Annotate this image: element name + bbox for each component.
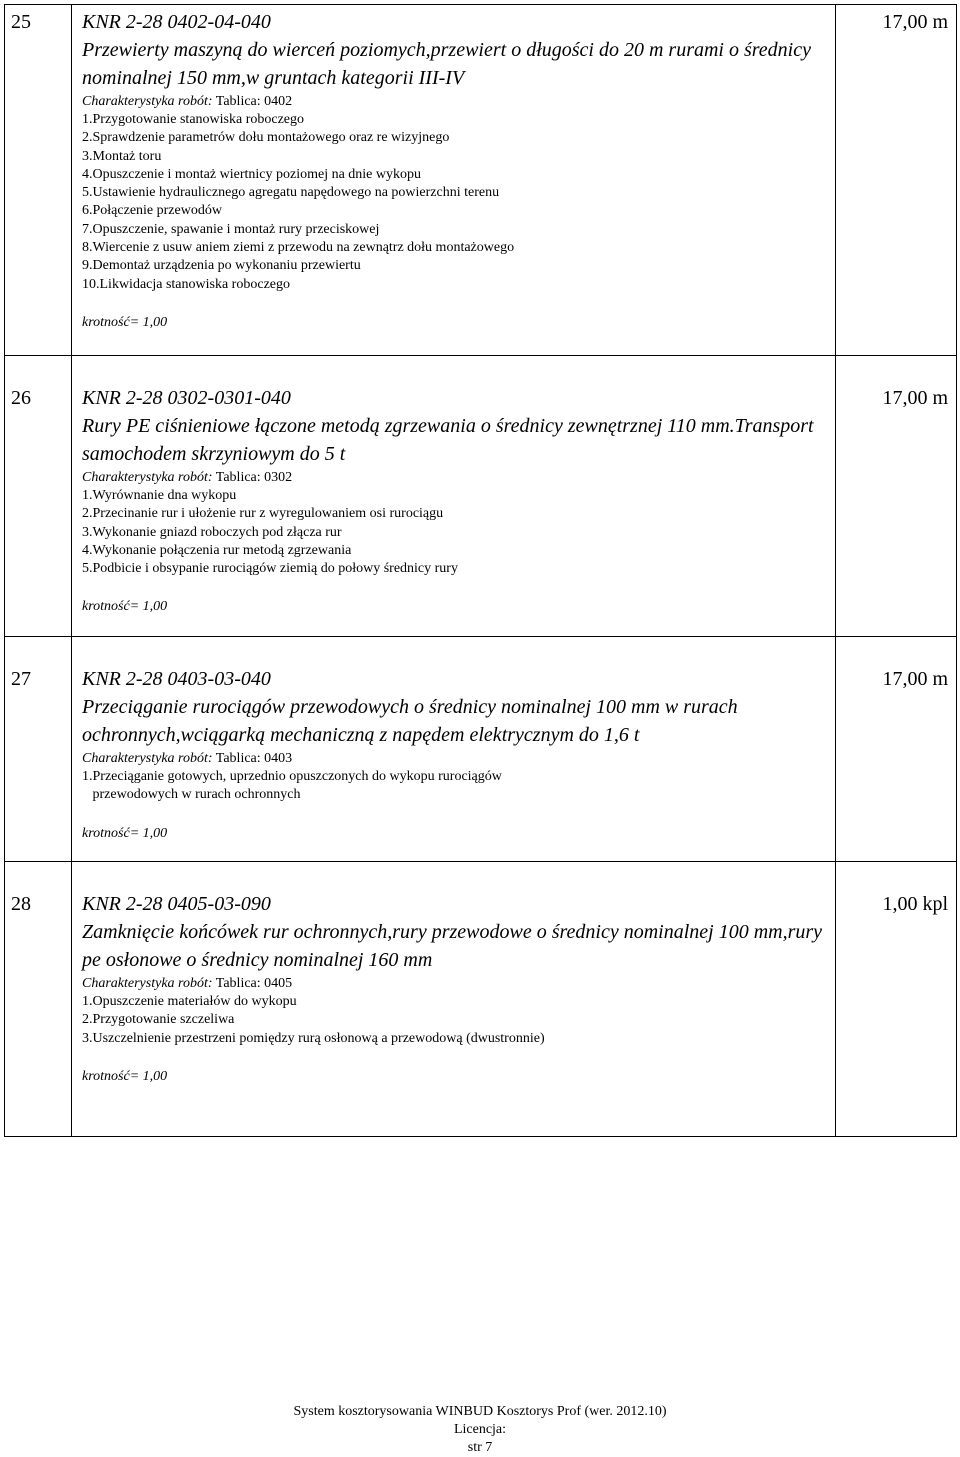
position-title: Zamknięcie końcówek rur ochronnych,rury przewodowe o średnicy nominalnej 100 mm,rury pe osłonowe o średnicy nominalnej 160 mm <box>82 921 823 971</box>
work-characteristics <box>82 975 837 993</box>
characteristics-label: Charakterystyka robót: <box>82 94 213 109</box>
footer-system: System kosztorysowania WINBUD Kosztorys Prof (wer. 2012.10) <box>293 1404 667 1419</box>
position-description <box>82 665 837 843</box>
work-step: przewodowych w rurach ochronnych <box>82 787 301 803</box>
row-divider <box>5 355 956 356</box>
multiplicity: krotność= 1,00 <box>82 1068 168 1084</box>
characteristics-table: Tablica: 0302 <box>215 470 293 485</box>
work-steps-list <box>82 111 837 294</box>
multiplicity: krotność= 1,00 <box>82 599 168 615</box>
knr-code: KNR 2-28 0405-03-090 <box>82 893 271 915</box>
work-steps-list <box>82 993 837 1048</box>
position-quantity: 17,00 m <box>882 11 948 33</box>
knr-code: KNR 2-28 0403-03-040 <box>82 668 271 690</box>
characteristics-label: Charakterystyka robót: <box>82 976 213 991</box>
position-description <box>82 8 837 332</box>
work-step: 2.Sprawdzenie parametrów dołu montażowego oraz re wizyjnego <box>82 130 450 146</box>
work-step: 3.Wykonanie gniazd roboczych pod złącza rur <box>82 524 342 540</box>
work-characteristics <box>82 93 837 111</box>
footer-page-number: str 7 <box>467 1440 493 1455</box>
work-step: 9.Demontaż urządzenia po wykonaniu przewiertu <box>82 258 361 274</box>
work-step: 1.Wyrównanie dna wykopu <box>82 488 237 503</box>
work-step: 3.Uszczelnienie przestrzeni pomiędzy rurą osłonową a przewodową (dwustronnie) <box>82 1030 545 1046</box>
work-step: 2.Przygotowanie szczeliwa <box>82 1012 235 1028</box>
position-number: 27 <box>11 668 31 690</box>
work-step: 8.Wiercenie z usuw aniem ziemi z przewodu na zewnątrz dołu montażowego <box>82 240 515 256</box>
work-step: 7.Opuszczenie, spawanie i montaż rury przeciskowej <box>82 221 380 237</box>
work-step: 5.Podbicie i obsypanie rurociągów ziemią do połowy średnicy rury <box>82 561 458 577</box>
work-step: 3.Montaż toru <box>82 148 162 164</box>
characteristics-table: Tablica: 0403 <box>215 751 293 766</box>
characteristics-label: Charakterystyka robót: <box>82 751 213 766</box>
multiplicity: krotność= 1,00 <box>82 314 168 330</box>
work-steps-list <box>82 487 837 578</box>
characteristics-label: Charakterystyka robót: <box>82 470 213 485</box>
multiplicity: krotność= 1,00 <box>82 825 168 841</box>
position-quantity: 1,00 kpl <box>882 893 948 915</box>
footer-license: Licencja: <box>453 1422 507 1437</box>
column-divider <box>71 5 72 1136</box>
work-step: 2.Przecinanie rur i ułożenie rur z wyregulowaniem osi rurociągu <box>82 506 444 522</box>
knr-code: KNR 2-28 0402-04-040 <box>82 11 271 33</box>
work-characteristics <box>82 750 837 768</box>
work-step: 1.Przygotowanie stanowiska roboczego <box>82 112 304 127</box>
row-divider <box>5 861 956 862</box>
work-step: 6.Połączenie przewodów <box>82 203 222 219</box>
work-steps-list <box>82 768 837 805</box>
position-number: 28 <box>11 893 31 915</box>
work-characteristics <box>82 469 837 487</box>
position-description <box>82 890 837 1086</box>
characteristics-table: Tablica: 0405 <box>215 976 293 991</box>
work-step: 4.Opuszczenie i montaż wiertnicy poziomej na dnie wykopu <box>82 166 422 182</box>
row-divider <box>5 636 956 637</box>
position-number: 26 <box>11 387 31 409</box>
position-description <box>82 384 837 616</box>
work-step: 4.Wykonanie połączenia rur metodą zgrzewania <box>82 542 352 558</box>
position-quantity: 17,00 m <box>882 387 948 409</box>
work-step: 1.Opuszczenie materiałów do wykopu <box>82 994 297 1009</box>
position-quantity: 17,00 m <box>882 668 948 690</box>
characteristics-table: Tablica: 0402 <box>215 94 293 109</box>
work-step: 5.Ustawienie hydraulicznego agregatu napędowego na powierzchni terenu <box>82 185 500 201</box>
knr-code: KNR 2-28 0302-0301-040 <box>82 387 291 409</box>
work-step: 1.Przeciąganie gotowych, uprzednio opuszczonych do wykopu rurociągów <box>82 769 502 784</box>
position-title: Rury PE ciśnieniowe łączone metodą zgrzewania o średnicy zewnętrznej 110 mm.Transport samochodem skrzyniowym do 5 t <box>82 415 814 465</box>
position-title: Przeciąganie rurociągów przewodowych o średnicy nominalnej 100 mm w rurach ochronnych,wciągarką mechaniczną z napędem elektrycznym do 1,6 t <box>82 696 738 746</box>
kosztorys-table <box>4 4 957 1137</box>
position-title: Przewierty maszyną do wierceń poziomych,przewiert o długości do 20 m rurami o średnicy nominalnej 150 mm,w gruntach kategorii III-IV <box>82 39 811 89</box>
work-step: 10.Likwidacja stanowiska roboczego <box>82 276 290 292</box>
position-number: 25 <box>11 11 31 33</box>
